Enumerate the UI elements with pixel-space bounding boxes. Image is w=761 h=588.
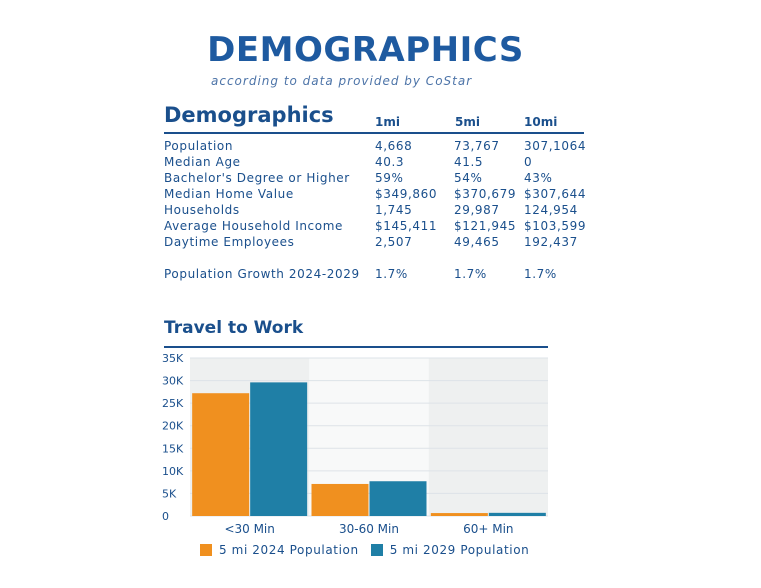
y-tick-label: 30K xyxy=(162,374,184,388)
page-subtitle: according to data provided by CoStar xyxy=(211,74,473,88)
table-row xyxy=(164,170,586,186)
value-10mi: 192,437 xyxy=(524,235,578,249)
column-header-1mi: 1mi xyxy=(375,115,400,129)
y-tick-label: 20K xyxy=(162,419,184,433)
table-row xyxy=(164,218,586,234)
table-spacer xyxy=(164,250,586,266)
value-1mi: $349,860 xyxy=(375,187,438,201)
value-10mi: 124,954 xyxy=(524,203,578,217)
value-5mi: 49,465 xyxy=(454,235,500,249)
value-10mi: $103,599 xyxy=(524,219,587,233)
row-label: Population Growth 2024-2029 xyxy=(164,267,360,281)
legend-label: 5 mi 2029 Population xyxy=(389,543,530,557)
table-row xyxy=(164,234,586,250)
demographics-divider xyxy=(164,132,584,134)
legend-swatch-2029 xyxy=(371,544,383,556)
x-tick-label: <30 Min xyxy=(224,522,275,536)
value-1mi: 1.7% xyxy=(375,267,408,281)
y-tick-label: 15K xyxy=(162,442,184,456)
y-tick-label: 10K xyxy=(162,464,184,478)
table-row xyxy=(164,138,586,154)
value-1mi: $145,411 xyxy=(375,219,438,233)
row-label: Median Age xyxy=(164,155,241,169)
legend-item xyxy=(200,543,359,557)
y-tick-label: 5K xyxy=(162,487,177,501)
value-10mi: 307,1064 xyxy=(524,139,587,153)
bar xyxy=(370,481,427,516)
value-1mi: 40.3 xyxy=(375,155,405,169)
value-10mi: $307,644 xyxy=(524,187,587,201)
table-row-growth xyxy=(164,266,586,282)
bar xyxy=(312,484,369,516)
row-label: Average Household Income xyxy=(164,219,343,233)
y-tick-label: 35K xyxy=(162,352,184,365)
value-5mi: 41.5 xyxy=(454,155,484,169)
bar xyxy=(250,382,307,516)
value-1mi: 4,668 xyxy=(375,139,413,153)
x-tick-label: 30-60 Min xyxy=(339,522,399,536)
y-tick-label: 25K xyxy=(162,397,184,411)
column-header-5mi: 5mi xyxy=(455,115,480,129)
chart-legend xyxy=(200,543,541,557)
value-5mi: 29,987 xyxy=(454,203,500,217)
value-5mi: $370,679 xyxy=(454,187,517,201)
value-1mi: 59% xyxy=(375,171,404,185)
chart-band xyxy=(429,358,548,516)
bar xyxy=(431,513,488,516)
demographics-title: Demographics xyxy=(164,103,334,127)
value-5mi: 54% xyxy=(454,171,483,185)
value-10mi: 43% xyxy=(524,171,553,185)
value-5mi: 73,767 xyxy=(454,139,500,153)
legend-item xyxy=(371,543,530,557)
x-tick-label: 60+ Min xyxy=(463,522,514,536)
row-label: Daytime Employees xyxy=(164,235,295,249)
travel-divider xyxy=(164,346,548,348)
table-row xyxy=(164,154,586,170)
row-label: Population xyxy=(164,139,234,153)
travel-to-work-chart xyxy=(156,350,556,540)
page-title: DEMOGRAPHICS xyxy=(207,30,524,70)
value-10mi: 0 xyxy=(524,155,533,169)
bar xyxy=(192,393,249,516)
travel-title: Travel to Work xyxy=(164,318,304,338)
demographics-table xyxy=(164,138,586,282)
legend-swatch-2024 xyxy=(200,544,212,556)
value-1mi: 2,507 xyxy=(375,235,413,249)
value-5mi: $121,945 xyxy=(454,219,517,233)
value-10mi: 1.7% xyxy=(524,267,557,281)
y-tick-label: 0 xyxy=(162,510,169,523)
legend-label: 5 mi 2024 Population xyxy=(219,543,359,557)
bar xyxy=(489,513,546,516)
row-label: Median Home Value xyxy=(164,187,294,201)
row-label: Households xyxy=(164,203,240,217)
table-row xyxy=(164,202,586,218)
table-row xyxy=(164,186,586,202)
value-5mi: 1.7% xyxy=(454,267,487,281)
value-1mi: 1,745 xyxy=(375,203,413,217)
row-label: Bachelor's Degree or Higher xyxy=(164,171,350,185)
column-header-10mi: 10mi xyxy=(524,115,558,129)
